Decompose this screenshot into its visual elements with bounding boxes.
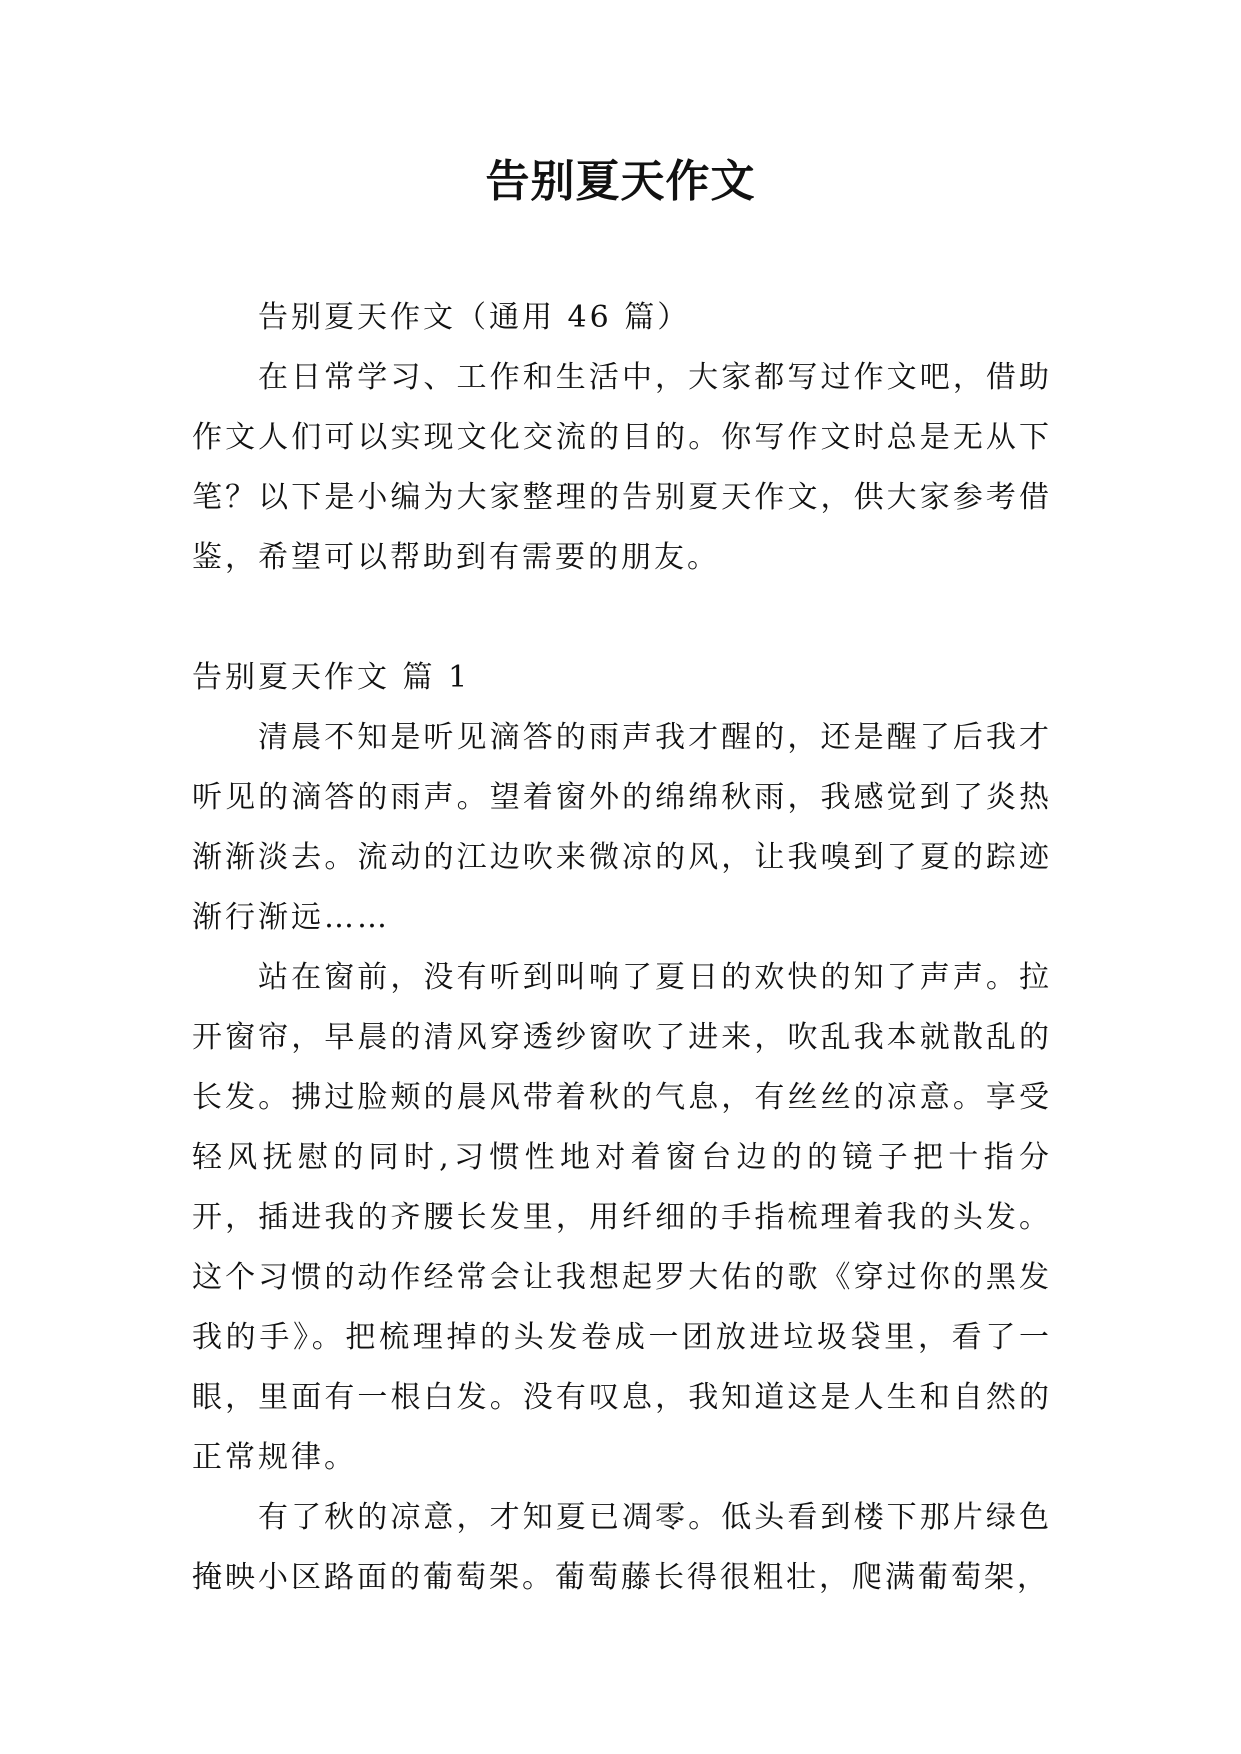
section-heading: 告别夏天作文 篇 1 (192, 660, 471, 695)
document-subtitle: 告别夏天作文（通用 46 篇） (258, 300, 691, 335)
body-paragraph-1: 清晨不知是听见滴答的雨声我才醒的，还是醒了后我才听见的滴答的雨声。望着窗外的绵绵秋雨，我感觉到了炎热渐渐淡去。流动的江边吹来微凉的风，让我嗅到了夏的踪迹渐行渐远…… (192, 720, 1052, 935)
intro-paragraph: 在日常学习、工作和生活中，大家都写过作文吧，借助作文人们可以实现文化交流的目的。你写作文时总是无从下笔？以下是小编为大家整理的告别夏天作文，供大家参考借鉴，希望可以帮助到有需要的朋友。 (192, 360, 1052, 575)
document-title: 告别夏天作文 (485, 156, 756, 207)
document-body (192, 288, 1052, 1608)
body-paragraph-3: 有了秋的凉意，才知夏已凋零。低头看到楼下那片绿色掩映小区路面的葡萄架。葡萄藤长得很粗壮，爬满葡萄架， (192, 1500, 1052, 1595)
body-paragraph-2: 站在窗前，没有听到叫响了夏日的欢快的知了声声。拉开窗帘，早晨的清风穿透纱窗吹了进来，吹乱我本就散乱的长发。拂过脸颊的晨风带着秋的气息，有丝丝的凉意。享受轻风抚慰的同时,习惯性地对着窗台边的的镜子把十指分开，插进我的齐腰长发里，用纤细的手指梳理着我的头发。这个习惯的动作经常会让我想起罗大佑的歌《穿过你的黑发我的手》。把梳理掉的头发卷成一团放进垃圾袋里，看了一眼，里面有一根白发。没有叹息，我知道这是人生和自然的正常规律。 (192, 960, 1052, 1475)
